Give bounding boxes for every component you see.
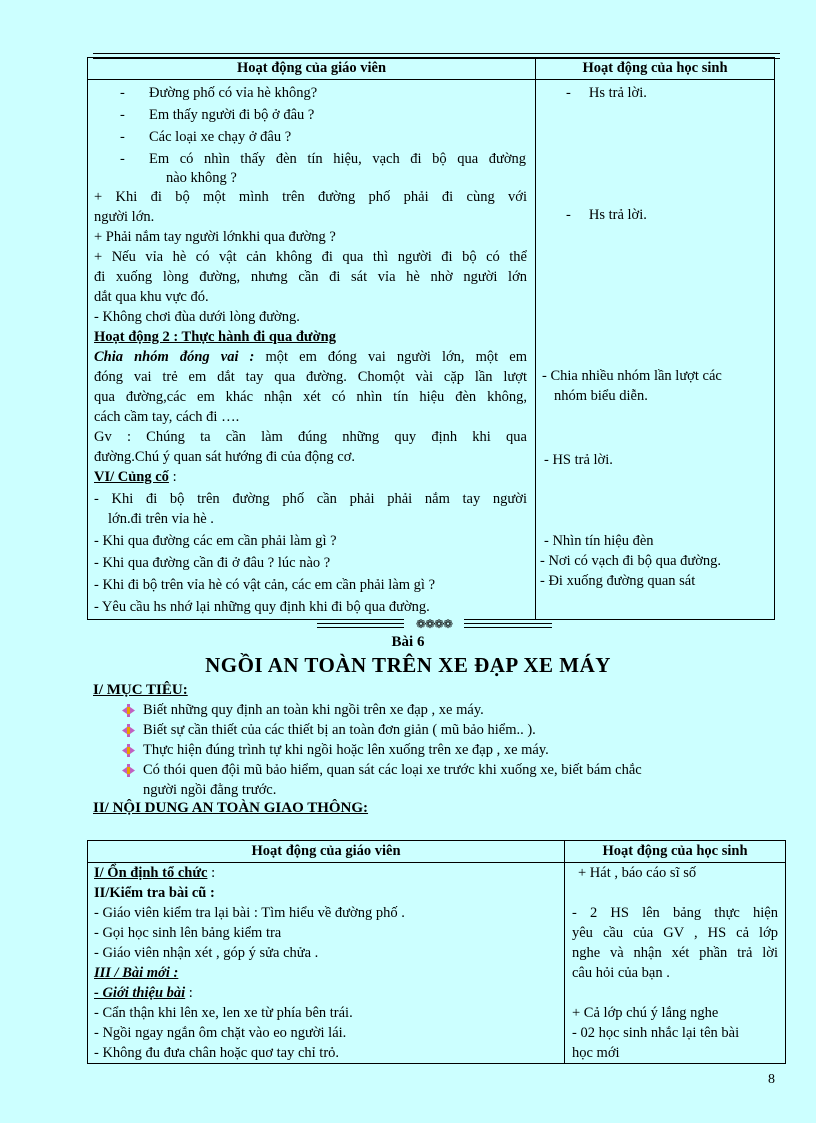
student-line: nhóm biểu diễn. bbox=[554, 388, 648, 404]
teacher-line: - Khi đi bộ trên vỉa hè có vật cản, các em cần phải làm gì ? bbox=[94, 577, 436, 593]
teacher-line: Gv : Chúng ta cần làm đúng những quy định khi qua bbox=[94, 429, 527, 445]
teacher-line: lớn.đi trên vỉa hè . bbox=[108, 511, 214, 527]
teacher-line: người lớn. bbox=[94, 209, 155, 225]
objective-item: Biết sự cần thiết của các thiết bị an toàn đơn giản ( mũ bảo hiểm.. ). bbox=[122, 720, 782, 740]
stabilize-heading: I/ Ổn định tổ chức bbox=[94, 865, 208, 881]
teacher-line: - Yêu cầu hs nhớ lại những quy định khi đi bộ qua đường. bbox=[94, 599, 430, 615]
question-line: Em có nhìn thấy đèn tín hiệu, vạch đi bộ qua đường bbox=[149, 151, 526, 167]
student-line: - HS trả lời. bbox=[544, 452, 613, 468]
activity-table-2 bbox=[87, 840, 786, 1064]
teacher-line: đóng vai trẻ em dắt tay qua đường. Chomột vài cặp lần lượt bbox=[94, 369, 527, 385]
review-old-lesson-heading: II/Kiểm tra bài cũ : bbox=[94, 885, 215, 901]
question-line: Đường phố có vỉa hè không? bbox=[149, 85, 318, 101]
student-line: yêu cầu của GV , HS cả lớp bbox=[572, 925, 778, 941]
teacher-line: - Khi đi bộ trên đường phố cần phải phải nắm tay người bbox=[94, 491, 527, 507]
header-teacher: Hoạt động của giáo viên bbox=[88, 841, 565, 863]
student-cell bbox=[565, 863, 786, 1064]
student-line: học mới bbox=[572, 1045, 620, 1061]
teacher-line: cách cầm tay, cách đi …. bbox=[94, 409, 240, 425]
teacher-cell: - Đường phố có vỉa hè không? - Em thấy người đi bộ ở đâu ? - Các loại xe chạy ở đâu ? - Em có nhìn thấy đèn tín hiệu, vạch đi bộ qua đường nào không ? + Khi đi bộ một mình trên đường phố phải đi cùng với người lớn. + Phải nắm tay người lớnkhi qua đường ? + Nếu vỉa hè có vật cản không đi qua thì người đi bộ có thể đi xuống lòng đường, nhưng cần đi sát vỉa hè nhờ người lớn dắt qua khu vực đó. - Không chơi đùa dưới lòng đường. Hoạt động 2 : Thực hành đi qua đường Chia nhóm đóng vai : một em đóng vai người lớn, một em đóng vai trẻ em dắt tay qua đường. Chomột vài cặp lần lượt qua đường,các em khác nhận xét có nhìn tín hiệu đèn không, cách cầm tay, cách đi …. Gv : Chúng ta cần làm đúng những quy định khi qua đường.Chú ý quan sát hướng đi của động cơ. VI/ Củng cố : - Khi đi bộ trên đường phố cần phải phải nắm tay người lớn.đi trên vỉa hè . - Khi qua đường các em cần phải làm gì ? - Khi qua đường cần đi ở đâu ? lúc nào ? - Khi đi bộ trên vỉa hè có vật cản, các em cần phải làm gì ? - Yêu cầu hs nhớ lại những quy định khi đi bộ qua đường. bbox=[88, 80, 536, 620]
bullet-arrow-icon bbox=[122, 704, 135, 717]
student-line: nghe và nhận xét phần trả lời bbox=[572, 945, 778, 961]
student-line: câu hỏi của bạn . bbox=[572, 965, 670, 981]
teacher-line: - Gọi học sinh lên bảng kiểm tra bbox=[94, 925, 282, 941]
header-student: Hoạt động của học sinh bbox=[536, 58, 775, 80]
student-line: - Nơi có vạch đi bộ qua đường. bbox=[540, 553, 722, 569]
bullet-arrow-icon bbox=[122, 764, 135, 777]
lesson-number: Bài 6 bbox=[391, 634, 425, 650]
objectives-list bbox=[122, 700, 782, 800]
student-line: + Cả lớp chú ý lắng nghe bbox=[572, 1005, 719, 1021]
student-cell: - Hs trả lời. - Hs trả lời. - Chia nhiều nhóm lần lượt các nhóm biểu diễn. - HS trả lời. - Nhìn tín hiệu đèn - Nơi có vạch đi bộ qua đường. - Đi xuống đường quan sát bbox=[536, 80, 775, 620]
teacher-line: + Nếu vỉa hè có vật cản không đi qua thì người đi bộ có thể bbox=[94, 249, 527, 265]
content-heading: II/ NỘI DUNG AN TOÀN GIAO THÔNG: bbox=[93, 800, 369, 816]
header-student: Hoạt động của học sinh bbox=[565, 841, 786, 863]
review-heading: VI/ Củng cố bbox=[94, 469, 169, 485]
teacher-line: đi xuống lòng đường, nhưng cần đi sát vỉa hè nhờ người lớn bbox=[94, 269, 527, 285]
bullet-arrow-icon bbox=[122, 724, 135, 737]
ornament-separator bbox=[317, 619, 552, 633]
teacher-line: - Khi qua đường cần đi ở đâu ? lúc nào ? bbox=[94, 555, 331, 571]
question-line: Các loại xe chạy ở đâu ? bbox=[149, 129, 292, 145]
lesson-title: NGỒI AN TOÀN TRÊN XE ĐẠP XE MÁY bbox=[205, 653, 611, 677]
page-number: 8 bbox=[768, 1072, 775, 1087]
ornament-icon: ❁❁❁❁ bbox=[404, 617, 464, 632]
header-teacher: Hoạt động của giáo viên bbox=[88, 58, 536, 80]
teacher-line: - Ngồi ngay ngắn ôm chặt vào eo người lái. bbox=[94, 1025, 347, 1041]
objectives-heading: I/ MỤC TIÊU: bbox=[93, 682, 188, 698]
objective-item: Có thói quen đội mũ bảo hiểm, quan sát các loại xe trước khi xuống xe, biết bám chắc bbox=[122, 760, 782, 780]
student-line: - 02 học sinh nhắc lại tên bài bbox=[572, 1025, 740, 1041]
introduction-heading: - Giới thiệu bài bbox=[94, 985, 186, 1001]
teacher-line: - Không chơi đùa dưới lòng đường. bbox=[94, 309, 300, 325]
student-line: + Hát , báo cáo sĩ số bbox=[578, 865, 697, 881]
teacher-line: - Khi qua đường các em cần phải làm gì ? bbox=[94, 533, 337, 549]
teacher-line: + Phải nắm tay người lớnkhi qua đường ? bbox=[94, 229, 336, 245]
objective-item: Biết những quy định an toàn khi ngồi trên xe đạp , xe máy. bbox=[122, 700, 782, 720]
teacher-line: dắt qua khu vực đó. bbox=[94, 289, 209, 305]
group-roleplay-label: Chia nhóm đóng vai : bbox=[94, 349, 255, 365]
teacher-cell: I/ Ổn định tổ chức : II/Kiểm tra bài cũ : - Giáo viên kiểm tra lại bài : Tìm hiểu về đường phố . - Gọi học sinh lên bảng kiểm tra - Giáo viên nhận xét , góp ý sửa chửa . III / Bài mới : - Giới thiệu bài : - Cẩn thận khi lên xe, len xe từ phía bên trái. - Ngồi ngay ngắn ôm chặt vào eo người lái. - Không đu đưa chân hoặc quơ tay chỉ trỏ. bbox=[88, 863, 565, 1064]
teacher-line: + Khi đi bộ một mình trên đường phố phải đi cùng với bbox=[94, 189, 527, 205]
student-line: - Chia nhiều nhóm lần lượt các bbox=[542, 368, 722, 384]
student-line: - Nhìn tín hiệu đèn bbox=[544, 533, 654, 549]
teacher-line: - Không đu đưa chân hoặc quơ tay chỉ trỏ. bbox=[94, 1045, 340, 1061]
bullet-arrow-icon bbox=[122, 744, 135, 757]
teacher-line: - Cẩn thận khi lên xe, len xe từ phía bên trái. bbox=[94, 1005, 353, 1021]
activity-table-1 bbox=[87, 57, 775, 620]
student-line: - 2 HS lên bảng thực hiện bbox=[572, 905, 778, 921]
student-line: Hs trả lời. bbox=[588, 85, 647, 101]
teacher-line: - Giáo viên nhận xét , góp ý sửa chửa . bbox=[94, 945, 319, 961]
objective-continuation: người ngồi đằng trước. bbox=[143, 782, 277, 798]
teacher-line: đường.Chú ý quan sát hướng đi của động cơ. bbox=[94, 449, 356, 465]
objective-item: Thực hiện đúng trình tự khi ngồi hoặc lên xuống trên xe đạp , xe máy. bbox=[122, 740, 782, 760]
question-line: Em thấy người đi bộ ở đâu ? bbox=[149, 107, 315, 123]
student-line: - Đi xuống đường quan sát bbox=[540, 573, 696, 589]
new-lesson-heading: III / Bài mới : bbox=[94, 965, 179, 981]
teacher-line: - Giáo viên kiểm tra lại bài : Tìm hiểu về đường phố . bbox=[94, 905, 405, 921]
question-line: nào không ? bbox=[166, 170, 237, 186]
activity-2-heading: Hoạt động 2 : Thực hành đi qua đường bbox=[94, 329, 336, 345]
student-line: Hs trả lời. bbox=[588, 207, 647, 223]
teacher-line: qua đường,các em khác nhận xét có nhìn tín hiệu đèn không, bbox=[94, 389, 527, 405]
